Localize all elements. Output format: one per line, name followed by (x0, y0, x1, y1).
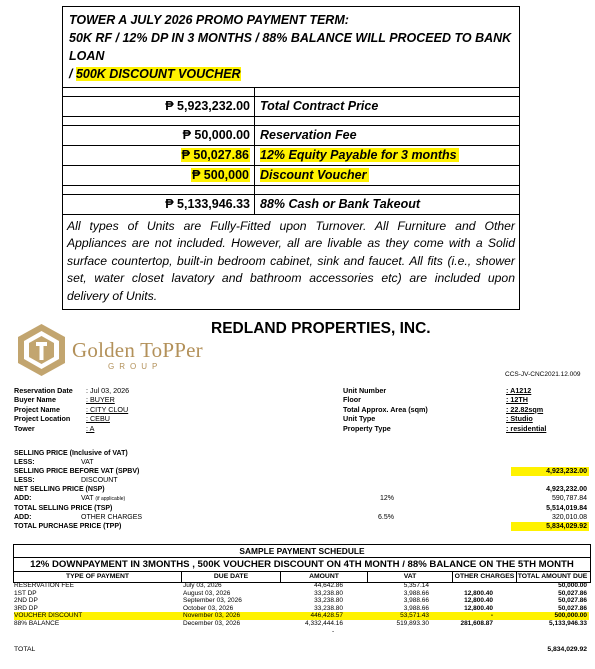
info-row: Property Type : residential (343, 423, 547, 433)
spbv-value: 4,923,232.00 (511, 467, 589, 476)
info-row: Unit Number : A1212 (343, 386, 532, 395)
payment-schedule (13, 544, 591, 583)
col-header: DUE DATE (182, 572, 281, 582)
nsp-label: NET SELLING PRICE (NSP) (14, 486, 105, 494)
promo-blank-row (63, 88, 519, 97)
unit-info (343, 386, 546, 433)
add-label: ADD: (14, 495, 32, 503)
table-row-dash: - (332, 628, 335, 635)
table-row: 88% BALANCE December 03, 2026 4,332,444.16 519,893.30 281,608.87 5,133,946.33 (14, 620, 587, 627)
promo-row-reservation (63, 126, 519, 146)
less-label: LESS: (14, 459, 35, 467)
table-row: 1ST DP August 03, 2026 33,238.80 3,988.66 12,800.40 50,027.86 (14, 589, 587, 597)
info-row: Floor : 12TH (343, 395, 528, 405)
spbv-label: SELLING PRICE BEFORE VAT (SPBV) (14, 468, 140, 476)
promo-row-contract-price (63, 97, 519, 117)
promo-label: Discount Voucher (260, 168, 367, 182)
less-label: LESS: (14, 477, 35, 485)
company-name: REDLAND PROPERTIES, INC. (211, 320, 431, 337)
add-label: ADD: (14, 513, 32, 521)
vat-label: VAT (81, 459, 94, 467)
selling-header: SELLING PRICE (Inclusive of VAT) (14, 450, 128, 457)
info-row: Project Name : CITY CLOU (14, 404, 129, 414)
col-header: OTHER CHARGES (453, 572, 517, 582)
schedule-subtitle: 12% DOWNPAYMENT IN 3MONTHS , 500K VOUCHER DISCOUNT ON 4TH MONTH / 88% BALANCE ON THE 5TH MONTH (14, 558, 590, 572)
info-row: Project Location : CEBU (14, 414, 110, 424)
col-header: VAT (368, 572, 453, 582)
promo-blank-row (63, 117, 519, 126)
vat-value: 590,787.84 (551, 495, 587, 503)
promo-header (63, 7, 519, 88)
col-header: TYPE OF PAYMENT (14, 572, 182, 582)
brand-name: Golden ToPPer (72, 338, 203, 362)
promo-row-equity (63, 146, 519, 166)
col-header: AMOUNT (281, 572, 368, 582)
tpp-value: 5,834,029.92 (511, 522, 589, 531)
document-code: CCS-JV-CNC2021.12.009 (505, 371, 581, 378)
promo-row-balance (63, 195, 519, 215)
promo-label: Total Contract Price (260, 99, 379, 113)
table-row: 3RD DP October 03, 2026 33,238.80 3,988.66 12,800.40 50,027.86 (14, 604, 587, 612)
schedule-title: SAMPLE PAYMENT SCHEDULE (14, 545, 590, 558)
info-row: Buyer Name : BUYER (14, 395, 115, 405)
other-charges-label: OTHER CHARGES (81, 513, 143, 521)
total-label: TOTAL (14, 646, 36, 653)
promo-amount: ₱ 50,000.00 (182, 128, 250, 142)
promo-amount: ₱ 50,027.86 (181, 148, 249, 162)
info-row: Total Approx. Area (sqm) : 22.82sqm (343, 404, 544, 414)
buyer-info (14, 386, 129, 433)
promo-row-discount (63, 166, 519, 186)
promo-box (62, 6, 520, 310)
promo-voucher-highlight: 500K DISCOUNT VOUCHER (75, 67, 241, 81)
nsp-value: 4,923,232.00 (546, 486, 587, 494)
promo-label: 88% Cash or Bank Takeout (260, 197, 421, 211)
other-charges-value: 320,010.08 (551, 513, 587, 521)
promo-title-line1: TOWER A JULY 2026 PROMO PAYMENT TERM: (69, 13, 349, 27)
discount-label: DISCOUNT (81, 477, 118, 485)
tsp-label: TOTAL SELLING PRICE (TSP) (14, 504, 113, 512)
promo-amount: ₱ 5,923,232.00 (165, 99, 250, 113)
promo-note: All types of Units are Fully-Fitted upon Turnover. All Furniture and Other Appliances are not included. However, all are livable as they come with a Solid surface countertop, built-in bedroom cabinet, sink and faucet. All fits (i.e., shower set, water closet lavatory and bathroom accessories etc) are included upon delivery of Units. (63, 215, 519, 310)
golden-topper-logo-icon (14, 322, 69, 377)
promo-title-line2: 50K RF / 12% DP IN 3 MONTHS / 88% BALANCE WILL PROCEED TO BANK LOAN (69, 31, 512, 63)
tsp-value: 5,514,019.84 (546, 504, 587, 512)
promo-title-line3: / 500K DISCOUNT VOUCHER (69, 67, 241, 81)
schedule-header-row (14, 572, 590, 582)
vat-applicable-label: VAT (if applicable) (81, 495, 126, 503)
selling-price-block (14, 449, 589, 531)
table-row-voucher: VOUCHER DISCOUNT November 03, 2026 446,428.57 53,571.43 - 500,000.00 (14, 612, 587, 620)
total-value: 5,834,029.92 (547, 646, 587, 653)
promo-blank-row (63, 186, 519, 195)
table-row: RESERVATION FEE July 03, 2026 44,642.86 5,357.14 50,000.00 (14, 582, 587, 589)
vat-rate: 12% (380, 495, 395, 503)
promo-amount: ₱ 5,133,946.33 (165, 197, 250, 211)
promo-label: Reservation Fee (260, 128, 357, 142)
col-header: TOTAL AMOUNT DUE (517, 573, 588, 580)
table-row: 2ND DP September 03, 2026 33,238.80 3,988.66 12,800.40 50,027.86 (14, 597, 587, 605)
promo-amount: ₱ 500,000 (192, 168, 249, 182)
info-row: Unit Type : Studio (343, 414, 533, 424)
other-charges-rate: 6.5% (378, 513, 394, 521)
promo-label: 12% Equity Payable for 3 months (260, 148, 457, 162)
info-row: Reservation Date : Jul 03, 2026 (14, 386, 130, 395)
tpp-label: TOTAL PURCHASE PRICE (TPP) (14, 522, 122, 530)
brand-group: GROUP (108, 362, 163, 371)
info-row: Tower : A (14, 423, 95, 433)
